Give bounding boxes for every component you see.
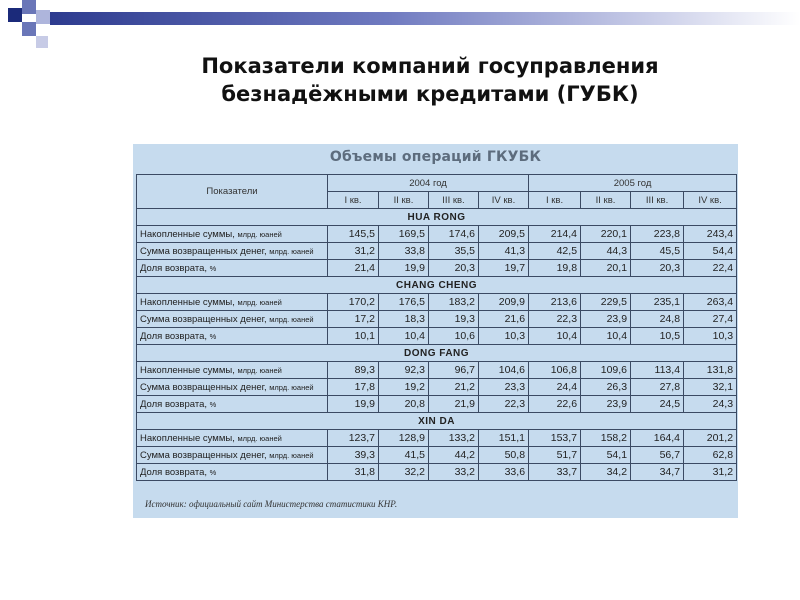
value-cell: 22,3 — [529, 311, 581, 328]
value-cell: 158,2 — [581, 430, 631, 447]
value-cell: 33,7 — [529, 464, 581, 481]
value-cell: 27,4 — [684, 311, 737, 328]
row-label-cell — [137, 379, 328, 396]
value-cell: 41,3 — [479, 243, 529, 260]
value-cell: 209,9 — [479, 294, 529, 311]
section-name: HUA RONG — [137, 209, 737, 226]
row-label-cell — [137, 328, 328, 345]
row-label-cell — [137, 226, 328, 243]
section-row — [137, 413, 737, 430]
header-quarter: II кв. — [379, 192, 429, 209]
row-unit: % — [209, 331, 217, 341]
value-cell: 20,8 — [379, 396, 429, 413]
value-cell: 22,4 — [684, 260, 737, 277]
value-cell: 62,8 — [684, 447, 737, 464]
row-label: Доля возврата, — [140, 262, 207, 274]
table-row — [137, 447, 737, 464]
value-cell: 220,1 — [581, 226, 631, 243]
value-cell: 20,3 — [631, 260, 684, 277]
header-quarter: III кв. — [429, 192, 479, 209]
value-cell: 41,5 — [379, 447, 429, 464]
value-cell: 19,2 — [379, 379, 429, 396]
decor-square — [36, 10, 50, 24]
decor-square — [8, 8, 22, 22]
value-cell: 21,2 — [429, 379, 479, 396]
value-cell: 183,2 — [429, 294, 479, 311]
value-cell: 96,7 — [429, 362, 479, 379]
value-cell: 92,3 — [379, 362, 429, 379]
section-row — [137, 209, 737, 226]
section-name: XIN DA — [137, 413, 737, 430]
value-cell: 31,2 — [328, 243, 379, 260]
value-cell: 10,4 — [379, 328, 429, 345]
value-cell: 33,8 — [379, 243, 429, 260]
header-row-years — [137, 175, 737, 192]
value-cell: 23,9 — [581, 396, 631, 413]
value-cell: 39,3 — [328, 447, 379, 464]
value-cell: 24,8 — [631, 311, 684, 328]
header-quarter: IV кв. — [684, 192, 737, 209]
row-label: Накопленные суммы, — [140, 432, 235, 444]
section-name: DONG FANG — [137, 345, 737, 362]
value-cell: 34,7 — [631, 464, 684, 481]
value-cell: 104,6 — [479, 362, 529, 379]
table-row — [137, 294, 737, 311]
row-label: Накопленные суммы, — [140, 228, 235, 240]
row-unit: млрд. юаней — [269, 382, 314, 392]
value-cell: 24,4 — [529, 379, 581, 396]
value-cell: 17,2 — [328, 311, 379, 328]
header-indicator: Показатели — [137, 175, 328, 209]
row-label-cell — [137, 464, 328, 481]
value-cell: 10,4 — [529, 328, 581, 345]
table-row — [137, 328, 737, 345]
row-unit: млрд. юаней — [237, 365, 282, 375]
value-cell: 21,4 — [328, 260, 379, 277]
value-cell: 235,1 — [631, 294, 684, 311]
header-quarter: III кв. — [631, 192, 684, 209]
value-cell: 20,1 — [581, 260, 631, 277]
value-cell: 131,8 — [684, 362, 737, 379]
row-label: Доля возврата, — [140, 466, 207, 478]
value-cell: 20,3 — [429, 260, 479, 277]
value-cell: 10,4 — [581, 328, 631, 345]
value-cell: 54,4 — [684, 243, 737, 260]
value-cell: 19,3 — [429, 311, 479, 328]
header-year-2004: 2004 год — [328, 175, 529, 192]
value-cell: 133,2 — [429, 430, 479, 447]
source-note: Источник: официальный сайт Министерства статистики КНР. — [145, 499, 398, 509]
header-quarter: I кв. — [529, 192, 581, 209]
table-row — [137, 362, 737, 379]
value-cell: 164,4 — [631, 430, 684, 447]
value-cell: 18,3 — [379, 311, 429, 328]
row-label-cell — [137, 447, 328, 464]
row-unit: млрд. юаней — [237, 229, 282, 239]
value-cell: 89,3 — [328, 362, 379, 379]
value-cell: 27,8 — [631, 379, 684, 396]
slide-title-line2: безнадёжными кредитами (ГУБК) — [221, 82, 639, 106]
header-year-2005: 2005 год — [529, 175, 737, 192]
table-row — [137, 379, 737, 396]
value-cell: 223,8 — [631, 226, 684, 243]
value-cell: 54,1 — [581, 447, 631, 464]
value-cell: 45,5 — [631, 243, 684, 260]
slide-title — [0, 52, 800, 108]
value-cell: 10,6 — [429, 328, 479, 345]
section-row — [137, 345, 737, 362]
value-cell: 32,1 — [684, 379, 737, 396]
table-image — [133, 144, 738, 518]
value-cell: 10,1 — [328, 328, 379, 345]
value-cell: 109,6 — [581, 362, 631, 379]
value-cell: 42,5 — [529, 243, 581, 260]
value-cell: 31,2 — [684, 464, 737, 481]
slide-title-line1: Показатели компаний госуправления — [201, 54, 659, 78]
value-cell: 169,5 — [379, 226, 429, 243]
value-cell: 24,5 — [631, 396, 684, 413]
row-label: Сумма возвращенных денег, — [140, 245, 267, 257]
value-cell: 174,6 — [429, 226, 479, 243]
value-cell: 22,6 — [529, 396, 581, 413]
value-cell: 26,3 — [581, 379, 631, 396]
row-unit: % — [209, 263, 217, 273]
row-unit: % — [209, 467, 217, 477]
value-cell: 32,2 — [379, 464, 429, 481]
value-cell: 22,3 — [479, 396, 529, 413]
value-cell: 201,2 — [684, 430, 737, 447]
data-table — [136, 174, 737, 481]
row-label: Сумма возвращенных денег, — [140, 449, 267, 461]
value-cell: 44,2 — [429, 447, 479, 464]
table-row — [137, 260, 737, 277]
row-unit: млрд. юаней — [269, 314, 314, 324]
row-label-cell — [137, 430, 328, 447]
value-cell: 19,9 — [328, 396, 379, 413]
header-quarter: II кв. — [581, 192, 631, 209]
row-label: Накопленные суммы, — [140, 296, 235, 308]
section-name: CHANG CHENG — [137, 277, 737, 294]
value-cell: 19,9 — [379, 260, 429, 277]
value-cell: 19,8 — [529, 260, 581, 277]
header-quarter: I кв. — [328, 192, 379, 209]
value-cell: 34,2 — [581, 464, 631, 481]
value-cell: 213,6 — [529, 294, 581, 311]
value-cell: 113,4 — [631, 362, 684, 379]
table-row — [137, 243, 737, 260]
value-cell: 33,6 — [479, 464, 529, 481]
table-title: Объемы операций ГКУБК — [329, 149, 542, 165]
value-cell: 243,4 — [684, 226, 737, 243]
value-cell: 10,5 — [631, 328, 684, 345]
value-cell: 35,5 — [429, 243, 479, 260]
value-cell: 33,2 — [429, 464, 479, 481]
value-cell: 50,8 — [479, 447, 529, 464]
row-label: Доля возврата, — [140, 398, 207, 410]
row-label-cell — [137, 243, 328, 260]
row-unit: % — [209, 399, 217, 409]
value-cell: 229,5 — [581, 294, 631, 311]
value-cell: 23,9 — [581, 311, 631, 328]
row-unit: млрд. юаней — [237, 297, 282, 307]
value-cell: 17,8 — [328, 379, 379, 396]
value-cell: 56,7 — [631, 447, 684, 464]
table-row — [137, 430, 737, 447]
table-row — [137, 226, 737, 243]
row-label-cell — [137, 362, 328, 379]
value-cell: 44,3 — [581, 243, 631, 260]
value-cell: 128,9 — [379, 430, 429, 447]
value-cell: 123,7 — [328, 430, 379, 447]
value-cell: 51,7 — [529, 447, 581, 464]
decor-square — [36, 36, 48, 48]
row-label-cell — [137, 311, 328, 328]
value-cell: 214,4 — [529, 226, 581, 243]
value-cell: 170,2 — [328, 294, 379, 311]
value-cell: 209,5 — [479, 226, 529, 243]
decor-square — [22, 0, 36, 14]
row-unit: млрд. юаней — [269, 246, 314, 256]
decor-square — [22, 22, 36, 36]
value-cell: 21,6 — [479, 311, 529, 328]
table-row — [137, 311, 737, 328]
row-unit: млрд. юаней — [237, 433, 282, 443]
row-unit: млрд. юаней — [269, 450, 314, 460]
value-cell: 24,3 — [684, 396, 737, 413]
table-row — [137, 464, 737, 481]
section-row — [137, 277, 737, 294]
row-label: Сумма возвращенных денег, — [140, 381, 267, 393]
table-row — [137, 396, 737, 413]
row-label-cell — [137, 260, 328, 277]
value-cell: 23,3 — [479, 379, 529, 396]
value-cell: 176,5 — [379, 294, 429, 311]
value-cell: 153,7 — [529, 430, 581, 447]
value-cell: 19,7 — [479, 260, 529, 277]
value-cell: 10,3 — [479, 328, 529, 345]
row-label: Накопленные суммы, — [140, 364, 235, 376]
row-label-cell — [137, 396, 328, 413]
value-cell: 145,5 — [328, 226, 379, 243]
row-label: Сумма возвращенных денег, — [140, 313, 267, 325]
row-label: Доля возврата, — [140, 330, 207, 342]
header-gradient-bar — [50, 12, 800, 25]
value-cell: 21,9 — [429, 396, 479, 413]
header-quarter: IV кв. — [479, 192, 529, 209]
row-label-cell — [137, 294, 328, 311]
value-cell: 151,1 — [479, 430, 529, 447]
value-cell: 263,4 — [684, 294, 737, 311]
value-cell: 106,8 — [529, 362, 581, 379]
value-cell: 31,8 — [328, 464, 379, 481]
value-cell: 10,3 — [684, 328, 737, 345]
